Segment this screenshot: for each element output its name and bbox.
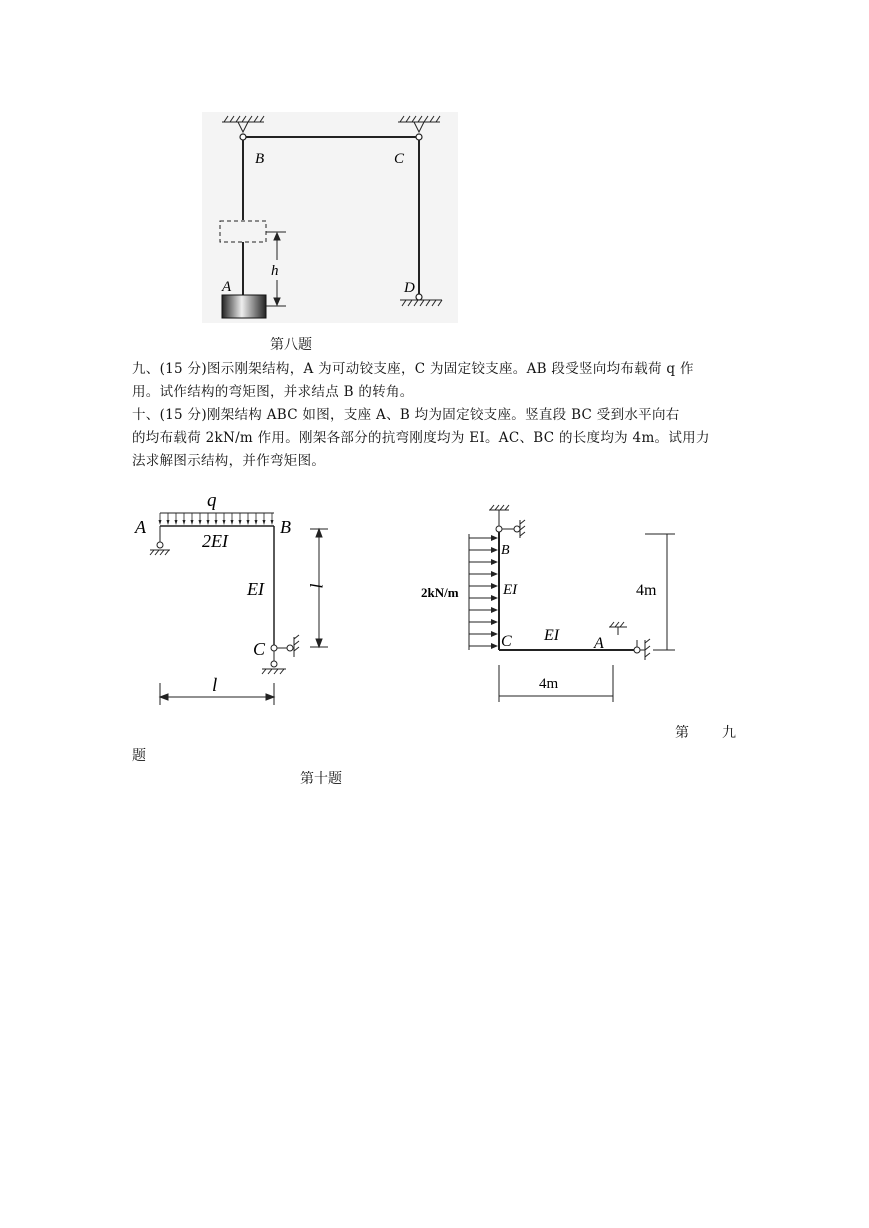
fig10-caption: 第十题 <box>300 771 342 787</box>
hinge-b <box>240 134 246 140</box>
label-ei-horizontal: EI <box>544 627 560 644</box>
hinge-c <box>416 134 422 140</box>
label-c: C <box>394 151 405 167</box>
figure-10 <box>415 500 690 705</box>
label-l-vertical: l <box>306 583 326 589</box>
label-dim-vertical: 4m <box>636 582 657 599</box>
fig9-caption-part3: 题 <box>132 748 146 764</box>
label-h: h <box>271 263 279 279</box>
label-ei-vertical: EI <box>503 582 518 598</box>
label-a: A <box>594 635 604 652</box>
label-dim-horizontal: 4m <box>539 676 559 692</box>
block-a <box>222 295 266 318</box>
label-b: B <box>280 517 291 537</box>
label-2ei: 2EI <box>202 531 228 551</box>
label-ei-column: EI <box>247 579 264 599</box>
problem9-line2: 用。试作结构的弯矩图，并求结点 B 的转角。 <box>132 384 414 400</box>
pin-support-a <box>609 622 650 660</box>
label-load: 2kN/m <box>421 585 459 600</box>
figure-8 <box>200 110 460 325</box>
problem10-line3: 法求解图示结构，并作弯矩图。 <box>132 453 326 469</box>
label-a: A <box>135 517 146 537</box>
label-a: A <box>222 279 232 295</box>
label-b: B <box>255 151 265 167</box>
fig8-caption: 第八题 <box>270 337 312 353</box>
load-arrows <box>469 538 497 646</box>
fig9-caption-part2: 九 <box>722 725 736 741</box>
problem10-line2: 的均布载荷 2kN/m 作用。刚架各部分的抗弯刚度均为 EI。AC、BC 的长度均为 4m。试用力 <box>132 430 710 446</box>
label-b: B <box>501 543 510 558</box>
hinge-d <box>416 294 422 300</box>
figure-9 <box>130 485 340 710</box>
roller-support-a <box>150 526 170 555</box>
problem10-line1: 十、(15 分)刚架结构 ABC 如图，支座 A、B 均为固定铰支座。竖直段 BC 受到水平向右 <box>132 407 680 423</box>
pin-support-b <box>489 505 525 538</box>
fig9-caption-part1: 第 <box>675 725 689 741</box>
problem9-line1: 九、(15 分)图示刚架结构，A 为可动铰支座，C 为固定铰支座。AB 段受竖向均布载荷 q 作 <box>132 361 694 377</box>
label-d: D <box>404 280 415 296</box>
label-c: C <box>501 633 512 650</box>
label-c: C <box>253 639 266 659</box>
label-l-horizontal: l <box>212 675 218 696</box>
label-q: q <box>207 490 217 511</box>
pin-support-c <box>262 635 299 674</box>
